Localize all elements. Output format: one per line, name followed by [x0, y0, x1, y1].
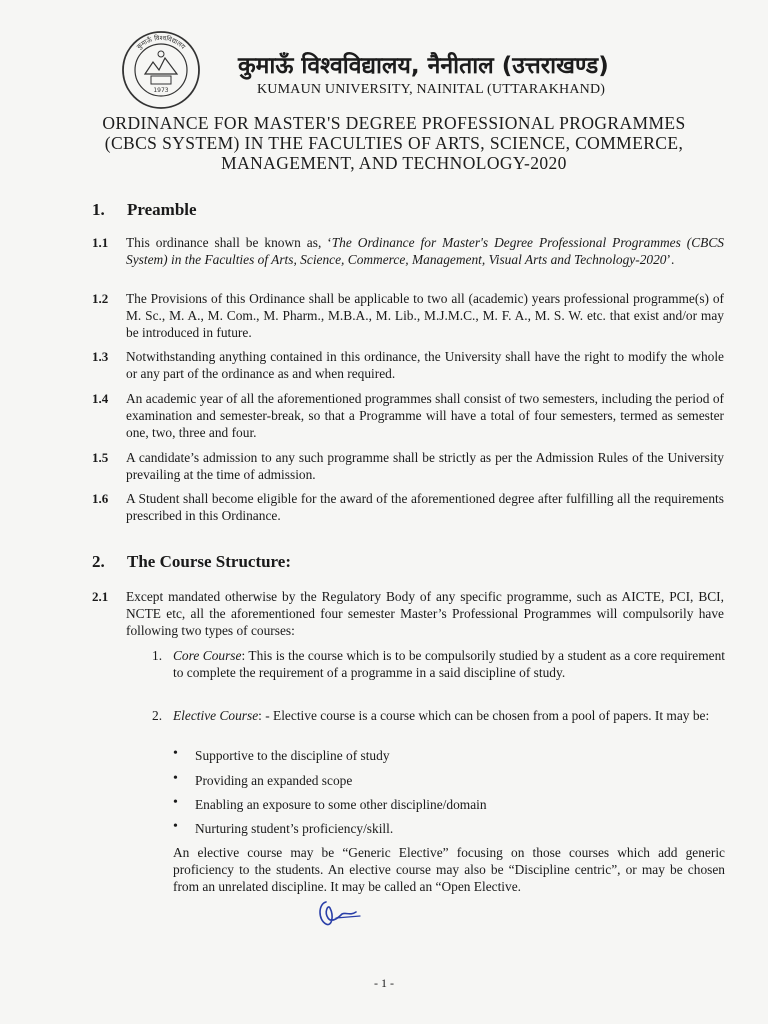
- item-number: 1.5: [92, 450, 109, 465]
- list-item: Providing an expanded scope: [195, 773, 353, 788]
- list-item: Nurturing student’s proficiency/skill.: [195, 821, 394, 836]
- section-number: 2.: [92, 552, 105, 571]
- title-line: (CBCS SYSTEM) IN THE FACULTIES OF ARTS, SCIENCE, COMMERCE,: [104, 133, 684, 153]
- item-number: 1.3: [92, 349, 109, 364]
- item-number: 2.1: [92, 589, 109, 604]
- bullet-icon: •: [173, 795, 178, 810]
- elective-course-paragraph: Elective Course: - Elective course is a course which can be chosen from a pool of papers. It may be:: [173, 708, 710, 723]
- page-number: - 1 -: [374, 976, 394, 990]
- signature-icon: [312, 894, 372, 934]
- document-title: [80, 113, 708, 173]
- list-number: 2.: [152, 708, 163, 723]
- university-name-hindi: कुमाऊँ विश्वविद्यालय, नैनीताल (उत्तराखण्ड): [238, 53, 609, 79]
- bullet-icon: •: [173, 771, 178, 786]
- section-heading: The Course Structure:: [127, 552, 291, 571]
- preamble-paragraph: This ordinance shall be known as, ‘The Ordinance for Master's Degree Professional Programmes (CBCS System) in the Faculties of Arts, Science, Commerce, Management, Visual Arts and Technology-2020’.: [126, 235, 724, 267]
- preamble-paragraph: A candidate’s admission to any such programme shall be strictly as per the Admission Rules of the University prevailing at the time of admission.: [126, 450, 724, 482]
- title-line: ORDINANCE FOR MASTER'S DEGREE PROFESSIONAL PROGRAMMES: [102, 113, 686, 133]
- preamble-paragraph: Notwithstanding anything contained in this ordinance, the University shall have the right to modify the whole or any part of the ordinance as and when required.: [126, 349, 724, 381]
- title-line: MANAGEMENT, AND TECHNOLOGY-2020: [221, 153, 567, 173]
- list-item: Enabling an exposure to some other discipline/domain: [195, 797, 487, 812]
- item-number: 1.2: [92, 291, 109, 306]
- item-number: 1.6: [92, 491, 109, 506]
- elective-closing-paragraph: An elective course may be “Generic Elective” focusing on those courses which add generic proficiency to the students. An elective course may also be “Discipline centric”, or may be chosen from an unrelated discipline. It may be called an “Open Elective.: [173, 845, 725, 894]
- preamble-paragraph: The Provisions of this Ordinance shall be applicable to two all (academic) years professional programme(s) of M. Sc., M. A., M. Com., M. Pharm., M.B.A., M. Lib., M.J.M.C., M. F. A., M. S. W. etc. that exist and/or may be introduced in future.: [126, 291, 724, 340]
- preamble-paragraph: A Student shall become eligible for the award of the aforementioned degree after fulfilling all the requirements prescribed in this Ordinance.: [126, 491, 724, 523]
- bullet-icon: •: [173, 819, 178, 834]
- list-number: 1.: [152, 648, 163, 663]
- item-number: 1.4: [92, 391, 109, 406]
- bullet-icon: •: [173, 746, 178, 761]
- preamble-paragraph: An academic year of all the aforementioned programmes shall consist of two semesters, including the period of examination and semester-break, so that a Programme will have a total of four semesters, termed as semester one, two, three and four.: [126, 391, 724, 440]
- course-structure-paragraph: Except mandated otherwise by the Regulatory Body of any specific programme, such as AICTE, PCI, BCI, NCTE etc, all the aforementioned four semester Master’s Professional Programmes will compulsorily have following two types of courses:: [126, 589, 724, 638]
- list-item: Supportive to the discipline of study: [195, 748, 390, 763]
- svg-text:1973: 1973: [153, 87, 169, 94]
- core-course-paragraph: Core Course: This is the course which is to be compulsorily studied by a student as a core requirement to complete the requirement of a programme in a said discipline of study.: [173, 648, 725, 680]
- university-name-english: KUMAUN UNIVERSITY, NAINITAL (UTTARAKHAND): [257, 82, 606, 97]
- svg-text:कुमाऊँ विश्वविद्यालय: कुमाऊँ विश्वविद्यालय: [135, 33, 187, 51]
- section-heading: Preamble: [127, 200, 197, 219]
- section-number: 1.: [92, 200, 105, 219]
- item-number: 1.1: [92, 235, 109, 250]
- university-seal-icon: [121, 30, 201, 110]
